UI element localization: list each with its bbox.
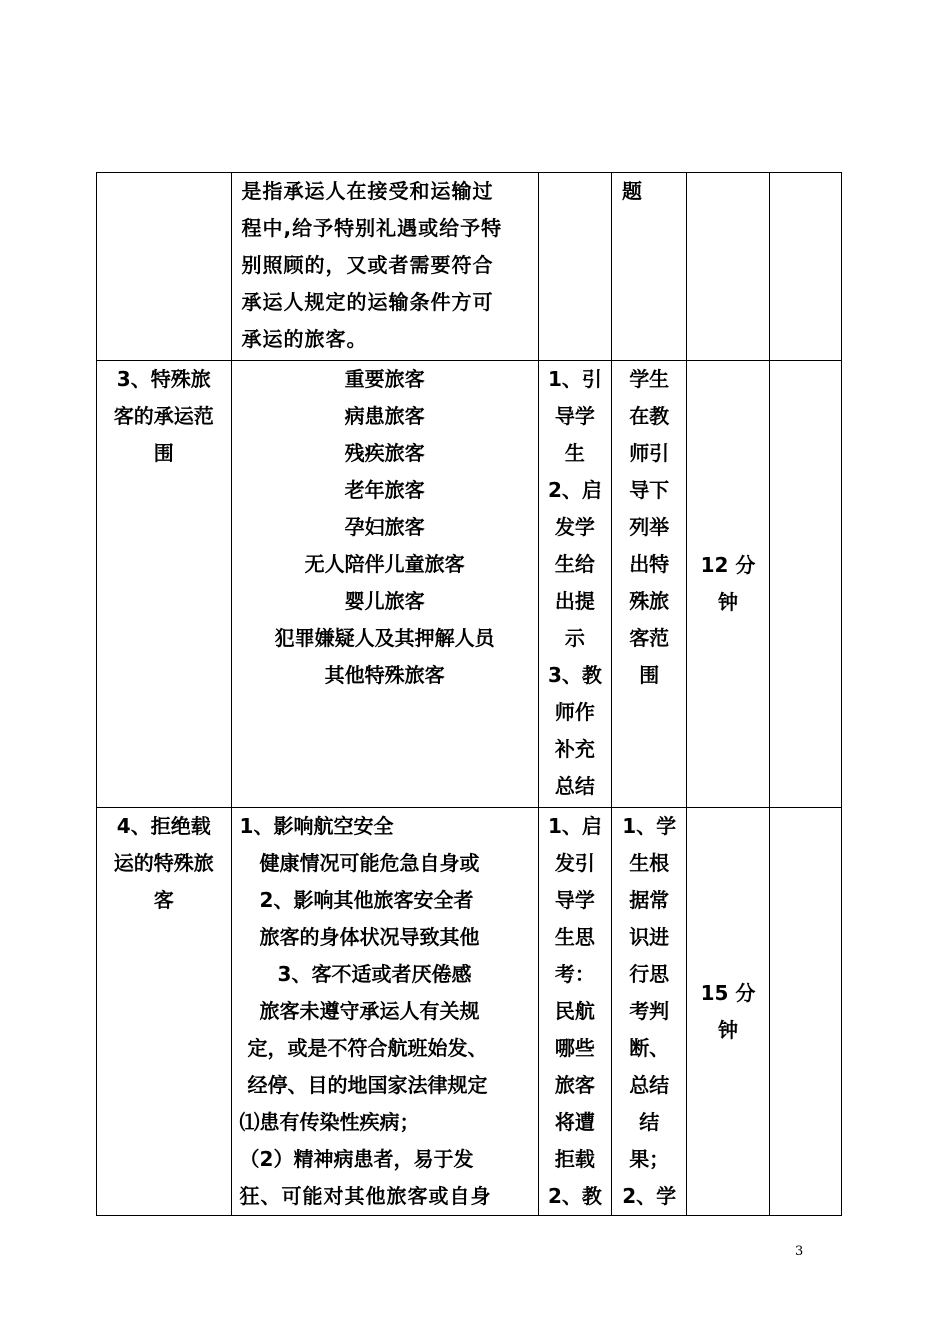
text-line: 师引 bbox=[629, 441, 670, 465]
text-line: 将遭 bbox=[554, 1110, 595, 1134]
table-row bbox=[97, 361, 842, 808]
text-line: 狂、可能对其他旅客或自身 bbox=[239, 1184, 492, 1208]
table-row bbox=[97, 173, 842, 361]
cell-time bbox=[687, 361, 769, 808]
text-line: 残疾旅客 bbox=[344, 441, 425, 465]
text-line: 是指承运人在接受和运输过 bbox=[241, 179, 494, 203]
text-line: 果； bbox=[629, 1147, 670, 1171]
text-line: 生给 bbox=[554, 552, 595, 576]
text-line: 健康情况可能危急自身或 bbox=[259, 851, 480, 875]
text-line: 其他特殊旅客 bbox=[324, 663, 445, 687]
text-line: 15 分 bbox=[700, 980, 756, 1005]
text-line: 师作 bbox=[554, 700, 595, 724]
cell-teacher-activity bbox=[538, 808, 611, 1216]
text-line: 12 分 bbox=[700, 553, 756, 577]
cell-student-activity bbox=[612, 173, 687, 361]
text-line: 客的承运范 bbox=[113, 404, 214, 428]
text-line: 生思 bbox=[554, 925, 595, 949]
text-line: 客 bbox=[153, 888, 174, 912]
text-line: 3、特殊旅 bbox=[116, 367, 211, 391]
text-line: 病患旅客 bbox=[344, 404, 425, 428]
text-line: 行思 bbox=[629, 962, 670, 986]
cell-time bbox=[687, 173, 769, 361]
text-line: 孕妇旅客 bbox=[344, 515, 425, 539]
text-line: 1、启 bbox=[547, 814, 602, 838]
cell-teacher-activity bbox=[538, 173, 611, 361]
text-line: 旅客的身体状况导致其他 bbox=[259, 925, 480, 949]
text-line: 婴儿旅客 bbox=[344, 589, 425, 613]
text-line: 3、客不适或者厌倦感 bbox=[277, 962, 472, 986]
text-line: 程中,给予特别礼遇或给予特 bbox=[241, 216, 503, 240]
text-line: 定，或是不符合航班始发、 bbox=[247, 1036, 488, 1060]
text-line: 出特 bbox=[629, 552, 670, 576]
cell-topic bbox=[97, 173, 232, 361]
text-line: 旅客未遵守承运人有关规 bbox=[259, 999, 480, 1023]
text-line: 总结 bbox=[554, 774, 595, 798]
text-line: 断、 bbox=[629, 1036, 670, 1060]
text-line: 题 bbox=[622, 179, 643, 203]
cell-content bbox=[231, 173, 538, 361]
text-line: 考： bbox=[554, 962, 595, 986]
text-line: 示 bbox=[564, 626, 585, 650]
text-line: 导下 bbox=[629, 478, 670, 502]
text-line: 民航 bbox=[554, 999, 595, 1023]
text-line: 生 bbox=[564, 441, 585, 465]
text-line: 围 bbox=[153, 441, 174, 465]
text-line: （2）精神病患者，易于发 bbox=[239, 1147, 474, 1171]
page-number: 3 bbox=[795, 1244, 804, 1259]
text-line: 哪些 bbox=[554, 1036, 595, 1060]
table-row bbox=[97, 808, 842, 1216]
text-line: 1、学 bbox=[622, 814, 677, 838]
text-line: 补充 bbox=[554, 737, 595, 761]
text-line: 列举 bbox=[629, 515, 670, 539]
text-line: 2、影响其他旅客安全者 bbox=[259, 888, 474, 912]
text-line: 客范 bbox=[629, 626, 670, 650]
text-line: 1、引 bbox=[547, 367, 602, 391]
text-line: 经停、目的地国家法律规定 bbox=[247, 1073, 488, 1097]
text-line: 旅客 bbox=[554, 1073, 595, 1097]
text-line: 殊旅 bbox=[629, 589, 670, 613]
cell-content bbox=[231, 361, 538, 808]
text-line: 考判 bbox=[629, 999, 670, 1023]
lesson-plan-table bbox=[96, 172, 842, 1216]
text-line: 别照顾的，又或者需要符合 bbox=[241, 253, 494, 277]
text-line: 钟 bbox=[718, 590, 738, 614]
text-line: 2、教 bbox=[547, 1184, 602, 1208]
text-line: 总结 bbox=[629, 1073, 670, 1097]
text-line: ⑴患有传染性疾病； bbox=[239, 1110, 420, 1134]
text-line: 生根 bbox=[629, 851, 670, 875]
text-line: 2、启 bbox=[547, 478, 602, 502]
text-line: 犯罪嫌疑人及其押解人员 bbox=[274, 626, 495, 650]
cell-time bbox=[687, 808, 769, 1216]
text-line: 钟 bbox=[718, 1017, 738, 1042]
text-line: 拒载 bbox=[554, 1147, 595, 1171]
text-line: 重要旅客 bbox=[344, 367, 425, 391]
text-line: 导学 bbox=[554, 888, 595, 912]
text-line: 1、影响航空安全 bbox=[239, 814, 394, 838]
cell-teacher-activity bbox=[538, 361, 611, 808]
text-line: 发引 bbox=[554, 851, 595, 875]
cell-content bbox=[231, 808, 538, 1216]
text-line: 导学 bbox=[554, 404, 595, 428]
cell-student-activity bbox=[612, 808, 687, 1216]
text-line: 运的特殊旅 bbox=[113, 851, 214, 875]
cell-topic bbox=[97, 361, 232, 808]
text-line: 发学 bbox=[554, 515, 595, 539]
text-line: 2、学 bbox=[622, 1184, 677, 1208]
text-line: 围 bbox=[639, 663, 660, 687]
text-line: 3、教 bbox=[547, 663, 602, 687]
text-line: 无人陪伴儿童旅客 bbox=[304, 552, 465, 576]
text-line: 在教 bbox=[629, 404, 670, 428]
text-line: 据常 bbox=[629, 888, 670, 912]
cell-topic bbox=[97, 808, 232, 1216]
cell-notes bbox=[769, 173, 841, 361]
text-line: 学生 bbox=[629, 367, 670, 391]
cell-notes bbox=[769, 361, 841, 808]
text-line: 承运人规定的运输条件方可 bbox=[241, 290, 494, 314]
text-line: 4、拒绝载 bbox=[116, 814, 211, 838]
text-line: 承运的旅客。 bbox=[241, 327, 368, 351]
text-line: 出提 bbox=[554, 589, 595, 613]
text-line: 结 bbox=[639, 1110, 660, 1134]
text-line: 老年旅客 bbox=[344, 478, 425, 502]
cell-notes bbox=[769, 808, 841, 1216]
text-line: 识进 bbox=[629, 925, 670, 949]
cell-student-activity bbox=[612, 361, 687, 808]
